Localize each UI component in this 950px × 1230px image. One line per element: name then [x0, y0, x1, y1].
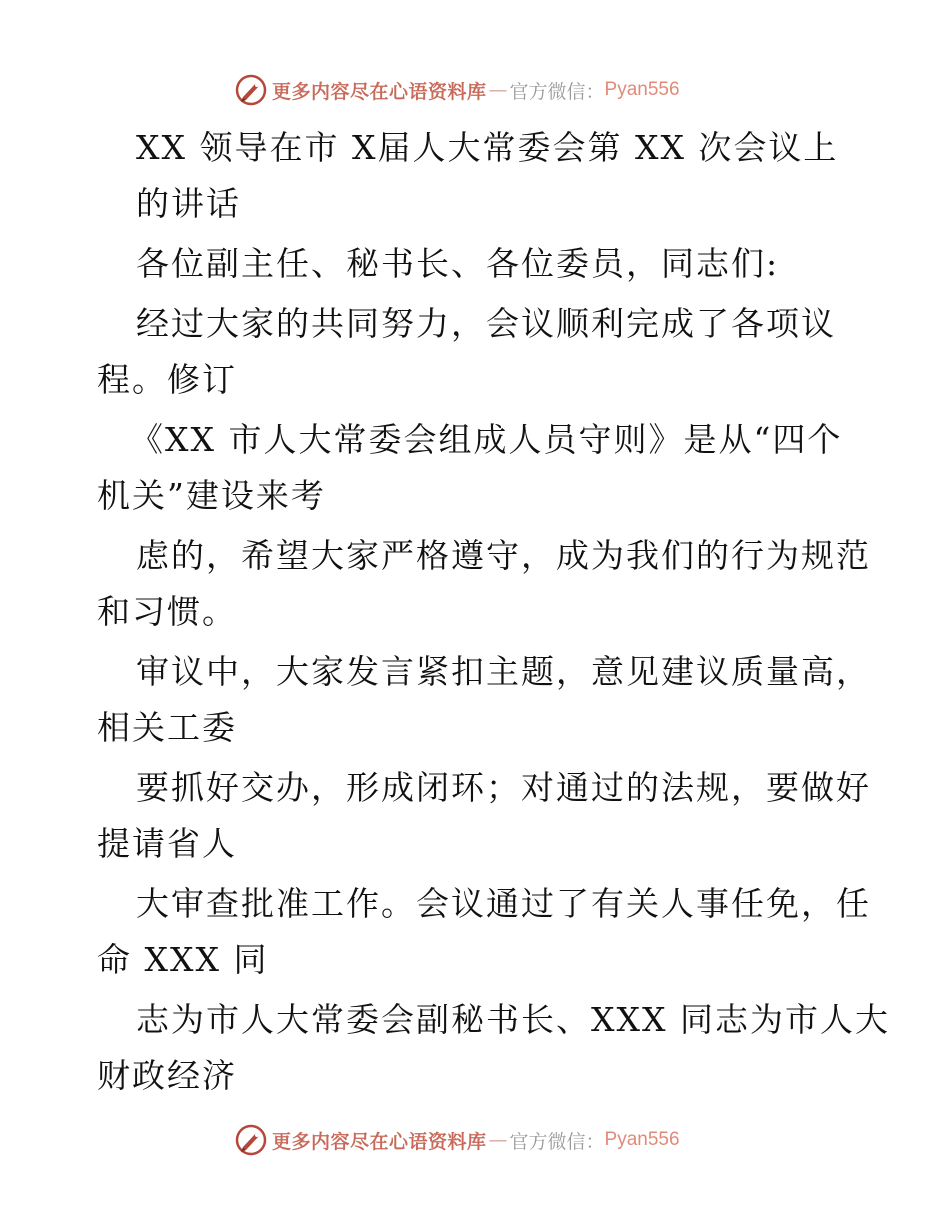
paragraph-line: 程。修订: [97, 360, 237, 399]
watermark-official: 官方微信：: [509, 1130, 605, 1153]
paragraph-line: 虑的，希望大家严格遵守，成为我们的行为规范: [136, 536, 871, 575]
salutation-line: 各位副主任、秘书长、各位委员，同志们:: [136, 244, 780, 283]
watermark-id: Pyan556: [604, 79, 680, 100]
watermark-official: 官方微信：: [509, 80, 605, 103]
footer-watermark: [234, 1122, 680, 1158]
paragraph-line: 财政经济: [97, 1056, 237, 1095]
paragraph-line: 经过大家的共同努力，会议顺利完成了各项议: [136, 304, 836, 343]
paragraph-line: 志为市人大常委会副秘书长、XXX 同志为市人大: [136, 1000, 890, 1039]
title-line-1: XX 领导在市 X届人大常委会第 XX 次会议上: [136, 128, 839, 167]
paragraph-line: 要抓好交办，形成闭环；对通过的法规，要做好: [136, 768, 871, 807]
paragraph-line: 机关”建设来考: [97, 476, 326, 515]
paragraph-line: 提请省人: [97, 824, 237, 863]
paragraph-line: 大审查批准工作。会议通过了有关人事任免，任: [136, 884, 871, 923]
pen-logo-icon: [234, 1123, 268, 1157]
watermark-brand: 更多内容尽在心语资料库: [272, 1130, 487, 1153]
paragraph-line: 审议中，大家发言紧扣主题，意见建议质量高，: [136, 652, 871, 691]
watermark-dash: —: [488, 79, 508, 101]
watermark-brand: 更多内容尽在心语资料库: [272, 80, 487, 103]
title-line-2: 的讲话: [136, 184, 241, 223]
watermark-dash: —: [488, 1129, 508, 1151]
pen-logo-icon: [234, 73, 268, 107]
paragraph-line: 《XX 市人大常委会组成人员守则》是从“四个: [130, 420, 843, 459]
header-watermark: [234, 72, 680, 108]
watermark-id: Pyan556: [604, 1129, 680, 1150]
paragraph-line: 命 XXX 同: [97, 940, 269, 979]
paragraph-line: 相关工委: [97, 708, 237, 747]
paragraph-line: 和习惯。: [97, 592, 237, 631]
